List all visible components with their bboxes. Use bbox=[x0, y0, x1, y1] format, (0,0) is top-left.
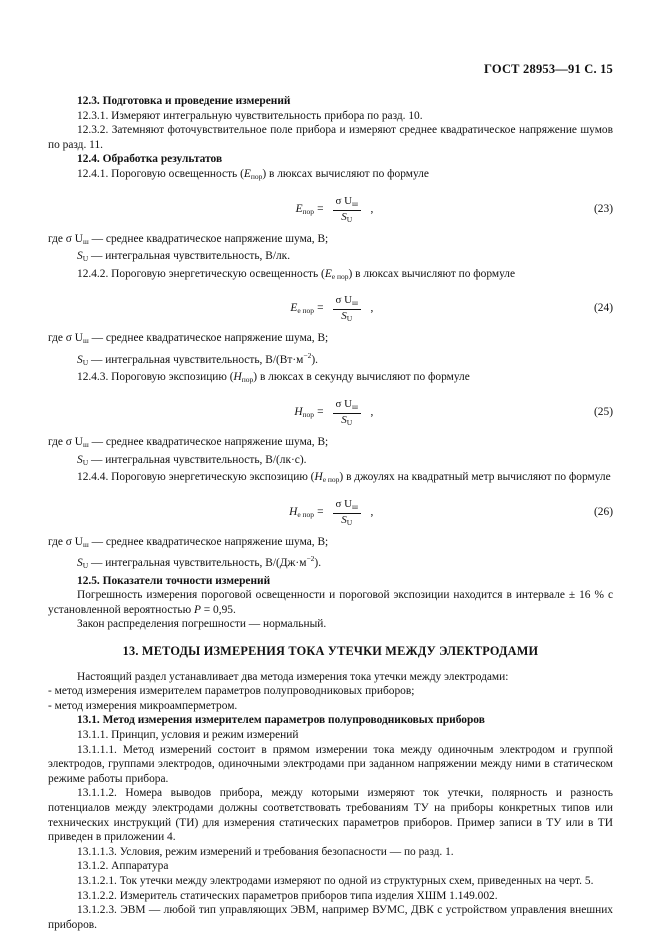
text: 12.4.3. Пороговую экспозицию ( bbox=[77, 371, 234, 384]
sub: ш bbox=[352, 198, 358, 208]
numerator bbox=[333, 498, 361, 514]
formula-23 bbox=[48, 195, 613, 225]
sup: −2 bbox=[303, 350, 312, 360]
formula-number: (23) bbox=[594, 202, 613, 215]
var: S bbox=[77, 250, 83, 263]
text: — интегральная чувствительность, В/(Вт·м bbox=[88, 353, 304, 366]
var: H bbox=[289, 505, 298, 518]
sub: пор bbox=[241, 375, 254, 385]
text: — интегральная чувствительность, В/(лк·с). bbox=[88, 453, 307, 466]
where-2a bbox=[48, 331, 613, 349]
list-item: - метод измерения измерителем параметров полупроводниковых приборов; bbox=[48, 685, 415, 698]
text: S bbox=[341, 413, 347, 426]
text: = 0,95. bbox=[200, 603, 236, 616]
equals-sign: = bbox=[317, 505, 324, 518]
sub: ш bbox=[83, 236, 89, 246]
fraction bbox=[333, 195, 361, 226]
heading-12-4: 12.4. Обработка результатов bbox=[77, 153, 223, 166]
fraction bbox=[333, 294, 361, 325]
text: ) в люксах вычисляют по формуле bbox=[262, 167, 429, 180]
equals-sign: = bbox=[317, 302, 324, 315]
sub: е пор bbox=[297, 509, 315, 519]
sub: U bbox=[346, 517, 353, 527]
formula-number: (25) bbox=[594, 405, 613, 418]
numerator bbox=[333, 195, 361, 211]
formula-lhs bbox=[289, 506, 326, 519]
text: σ U bbox=[335, 194, 353, 207]
text: — среднее квадратическое напряжение шума, В; bbox=[88, 535, 329, 548]
formula-lhs bbox=[290, 302, 326, 315]
equals-sign: = bbox=[317, 405, 324, 418]
text: ) в люксах в секунду вычисляют по формуле bbox=[253, 371, 470, 384]
var: H bbox=[233, 371, 242, 384]
text: 12.4.1. Пороговую освещенность ( bbox=[77, 167, 244, 180]
text: ). bbox=[311, 353, 319, 366]
para-12-3-2: 12.3.2. Затемняют фоточувствительное поле прибора и измеряют среднее квадратическое напряжение шумов по разд. 11. bbox=[48, 124, 613, 151]
list-item: - метод измерения микроамперметром. bbox=[48, 699, 238, 712]
comma: , bbox=[370, 505, 374, 518]
section-13-title: 13. МЕТОДЫ ИЗМЕРЕНИЯ ТОКА УТЕЧКИ МЕЖДУ ЭЛЕКТРОДАМИ bbox=[122, 644, 539, 659]
numerator bbox=[333, 294, 361, 310]
text: ) в джоулях на квадратный метр вычисляют по формуле bbox=[339, 471, 611, 484]
sub: ш bbox=[352, 501, 358, 511]
formula-lhs bbox=[294, 406, 326, 419]
where-3b bbox=[48, 453, 613, 471]
page-content bbox=[48, 94, 613, 932]
comma: , bbox=[370, 302, 374, 315]
text: 12.4.2. Пороговую энергетическую освещенность ( bbox=[77, 267, 325, 280]
formula-number: (24) bbox=[594, 302, 613, 315]
sub: ш bbox=[83, 539, 89, 549]
sub: е пор bbox=[297, 306, 315, 316]
denominator bbox=[341, 310, 352, 325]
text: где σ U bbox=[48, 435, 84, 448]
sub: ш bbox=[83, 439, 89, 449]
comma: , bbox=[370, 405, 374, 418]
comma: , bbox=[370, 202, 374, 215]
var: E bbox=[295, 202, 303, 215]
sub: U bbox=[82, 561, 89, 571]
para-13-1-2-2: 13.1.2.2. Измеритель статических параметров приборов типа изделия ХШМ 1.149.002. bbox=[77, 889, 498, 902]
var: S bbox=[77, 453, 83, 466]
para-13-1-1-2: 13.1.1.2. Номера выводов прибора, между которыми измеряют ток утечки, полярность и разность потенциалов между электродами должны соответствовать требованиям ТУ на приборы конкретных типов или технических инструкций (ТИ) для измерения статических параметров приборов. Пример записи в ТУ или в ТИ приведен в приложении 4. bbox=[48, 787, 613, 844]
page-header: ГОСТ 28953—91 С. 15 bbox=[484, 62, 613, 76]
formula-26 bbox=[48, 498, 613, 528]
para-13-1-2-1: 13.1.2.1. Ток утечки между электродами измеряют по одной из структурных схем, приведенных на черт. 5. bbox=[77, 874, 594, 887]
where-4a bbox=[48, 535, 613, 553]
text: S bbox=[341, 210, 347, 223]
para-12-4-1 bbox=[48, 167, 613, 185]
para-13-1-2-3: 13.1.2.3. ЭВМ — любой тип управляющих ЭВМ, например ВУМС, ДВК с устройством управления внешних приборов. bbox=[48, 904, 613, 931]
sub: U bbox=[346, 417, 353, 427]
para-13-1-1-3: 13.1.1.3. Условия, режим измерений и требования безопасности — по разд. 1. bbox=[77, 845, 454, 858]
where-1b bbox=[48, 249, 613, 267]
text: σ U bbox=[335, 294, 353, 307]
sub: пор bbox=[250, 171, 263, 181]
denominator bbox=[341, 514, 352, 529]
text: ) в люксах вычисляют по формуле bbox=[348, 267, 516, 280]
sub: U bbox=[82, 457, 89, 467]
heading-12-3: 12.3. Подготовка и проведение измерений bbox=[77, 95, 291, 107]
heading-12-5: 12.5. Показатели точности измерений bbox=[77, 574, 271, 587]
where-2b bbox=[48, 349, 613, 370]
text: — среднее квадратическое напряжение шума, В; bbox=[88, 232, 329, 245]
para-12-3-1: 12.3.1. Измеряют интегральную чувствительность прибора по разд. 10. bbox=[77, 109, 423, 122]
numerator bbox=[333, 398, 361, 414]
denominator bbox=[341, 414, 352, 429]
para-13-1-1-1: 13.1.1.1. Метод измерений состоит в прямом измерении тока между одиночным электродом и группой электродов, группами электродов, одиночными электродами при заданном напряжении между ними в статическом режиме работы прибора. bbox=[48, 743, 613, 785]
para-12-5-1 bbox=[48, 588, 613, 617]
text: σ U bbox=[335, 497, 353, 510]
sub: пор bbox=[302, 206, 315, 216]
var: S bbox=[77, 353, 83, 366]
denominator bbox=[341, 211, 352, 226]
text: σ U bbox=[335, 397, 353, 410]
sub: ш bbox=[352, 401, 358, 411]
where-1a bbox=[48, 232, 613, 250]
fraction bbox=[333, 398, 361, 429]
para-12-4-3 bbox=[48, 370, 613, 388]
text: — среднее квадратическое напряжение шума, В; bbox=[88, 332, 329, 345]
para-13-1-2: 13.1.2. Аппаратура bbox=[77, 860, 169, 873]
sup: −2 bbox=[306, 554, 315, 564]
text: S bbox=[341, 310, 347, 323]
var: H bbox=[294, 405, 303, 418]
var: S bbox=[77, 557, 83, 570]
sub: U bbox=[346, 214, 353, 224]
formula-number: (26) bbox=[594, 505, 613, 518]
formula-24 bbox=[48, 294, 613, 324]
text: — интегральная чувствительность, В/(Дж·м bbox=[88, 557, 307, 570]
sub: ш bbox=[83, 336, 89, 346]
para-12-5-2: Закон распределения погрешности — нормальный. bbox=[77, 618, 327, 631]
text: — среднее квадратическое напряжение шума, В; bbox=[88, 435, 329, 448]
var: H bbox=[314, 471, 323, 484]
text: S bbox=[341, 513, 347, 526]
text: где σ U bbox=[48, 332, 84, 345]
equals-sign: = bbox=[317, 202, 324, 215]
para-12-4-4 bbox=[48, 470, 613, 488]
var: P bbox=[193, 603, 201, 616]
fraction bbox=[333, 498, 361, 529]
text: где σ U bbox=[48, 535, 84, 548]
heading-13-1: 13.1. Метод измерения измерителем параметров полупроводниковых приборов bbox=[77, 714, 485, 727]
text: 12.4.4. Пороговую энергетическую экспозицию ( bbox=[77, 471, 315, 484]
text: — интегральная чувствительность, В/лк. bbox=[88, 250, 291, 263]
sub: U bbox=[82, 357, 89, 367]
text: Погрешность измерения пороговой освещенности и пороговой экспозиции находится в интервале ± 16 % с установленной вероятностью bbox=[48, 589, 613, 616]
var: E bbox=[243, 167, 251, 180]
text: где σ U bbox=[48, 232, 84, 245]
para-12-4-2 bbox=[48, 267, 613, 285]
sub: U bbox=[82, 254, 89, 264]
sub: е пор bbox=[322, 475, 340, 485]
sub: ш bbox=[352, 298, 358, 308]
formula-lhs bbox=[296, 203, 327, 216]
sub: е пор bbox=[331, 271, 349, 281]
para-13-intro: Настоящий раздел устанавливает два метода измерения тока утечки между электродами: bbox=[77, 670, 509, 683]
var: E bbox=[324, 267, 332, 280]
var: E bbox=[290, 302, 298, 315]
formula-25 bbox=[48, 398, 613, 428]
para-13-1-1: 13.1.1. Принцип, условия и режим измерений bbox=[77, 729, 299, 742]
sub: U bbox=[346, 314, 353, 324]
where-3a bbox=[48, 435, 613, 453]
where-4b bbox=[48, 552, 613, 573]
text: ). bbox=[314, 557, 322, 570]
sub: пор bbox=[302, 409, 315, 419]
